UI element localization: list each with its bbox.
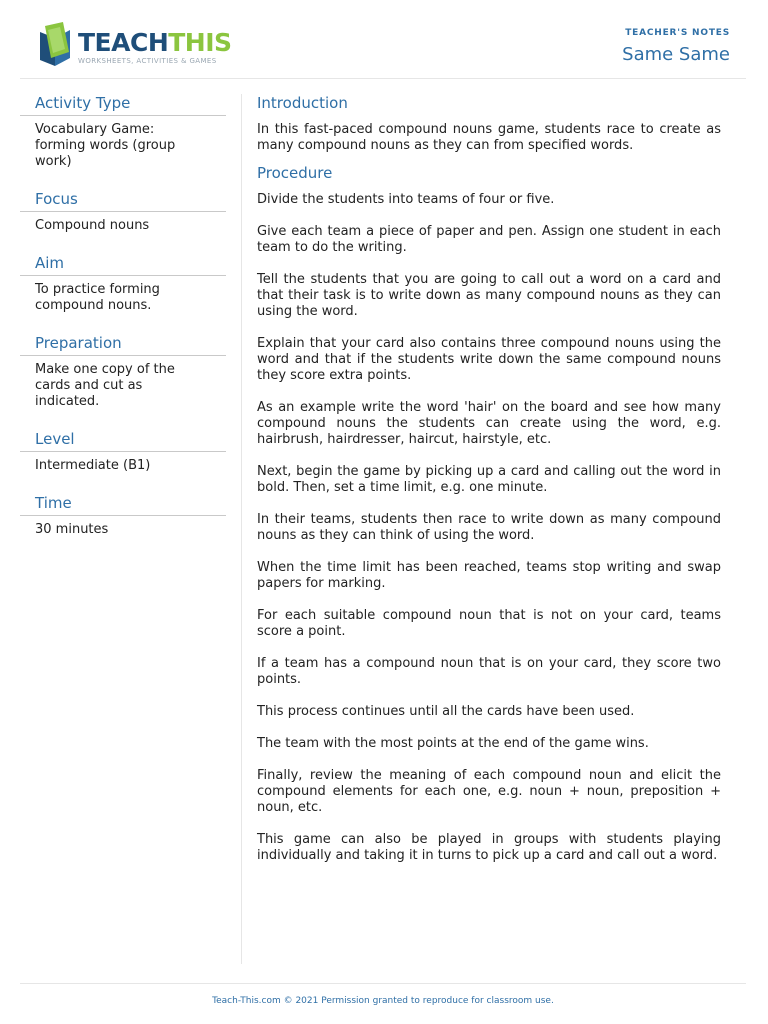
page-header [20,0,746,79]
preparation-section [20,334,226,410]
time-section [20,494,226,538]
preparation-text: Make one copy of the cards and cut as indicated. [35,362,175,409]
procedure-step: The team with the most points at the end of the game wins. [257,736,649,751]
procedure-step: Next, begin the game by picking up a card and calling out the word in bold. Then, set a time limit, e.g. one minute. [257,464,721,495]
level-heading: Level [20,430,226,452]
activity-type-section [20,94,226,170]
aim-text: To practice forming compound nouns. [35,282,160,313]
introduction-heading: Introduction [257,94,348,112]
procedure-step: In their teams, students then race to write down as many compound nouns as they can think of using the word. [257,512,721,543]
teachers-notes-label: TEACHER'S NOTES [625,28,730,38]
procedure-step: As an example write the word 'hair' on the board and see how many compound nouns the students can create using the word, e.g. hairbrush, hairdresser, haircut, hairstyle, etc. [257,400,721,447]
procedure-step: For each suitable compound noun that is not on your card, teams score a point. [257,608,721,639]
activity-type-heading: Activity Type [20,94,226,116]
procedure-step: If a team has a compound noun that is on your card, they score two points. [257,656,721,687]
procedure-list [257,192,721,864]
teach-this-logo [36,22,236,68]
logo-word-teach: TEACH [78,28,169,57]
procedure-heading: Procedure [257,164,333,182]
logo-word-this: THIS [168,28,232,57]
logo-tagline: WORKSHEETS, ACTIVITIES & GAMES [78,57,217,65]
page-footer [20,983,746,1006]
procedure-step: Give each team a piece of paper and pen. Assign one student in each team to do the writing. [257,224,721,255]
time-heading: Time [20,494,226,516]
copyright-notice: Teach-This.com © 2021 Permission granted to reproduce for classroom use. [212,996,554,1006]
logo-wordmark [78,28,232,57]
focus-text: Compound nouns [35,218,150,233]
procedure-step: This game can also be played in groups with students playing individually and taking it in turns to pick up a card and call out a word. [257,832,721,863]
column-divider [241,94,242,964]
aim-heading: Aim [20,254,226,276]
focus-section [20,190,226,234]
activity-type-text: Vocabulary Game: forming words (group work) [35,122,176,169]
page-title: Same Same [622,44,730,65]
level-section [20,430,226,474]
info-sidebar [20,94,226,558]
aim-section [20,254,226,314]
procedure-step: Finally, review the meaning of each compound noun and elicit the compound elements for each one, e.g. noun + noun, preposition + noun, etc. [257,768,721,815]
procedure-step: Tell the students that you are going to call out a word on a card and that their task is to write down as many compound nouns as they can using the word. [257,272,721,319]
level-text: Intermediate (B1) [35,458,151,473]
book-icon [36,22,74,68]
main-content [257,94,721,880]
procedure-step: Explain that your card also contains three compound nouns using the word and that if the students write down the same compound nouns they score extra points. [257,336,721,383]
time-text: 30 minutes [35,522,109,537]
introduction-text: In this fast-paced compound nouns game, students race to create as many compound nouns as they can from specified words. [257,122,721,153]
focus-heading: Focus [20,190,226,212]
procedure-step: Divide the students into teams of four or five. [257,192,555,207]
procedure-step: This process continues until all the cards have been used. [257,704,635,719]
preparation-heading: Preparation [20,334,226,356]
procedure-step: When the time limit has been reached, teams stop writing and swap papers for marking. [257,560,721,591]
